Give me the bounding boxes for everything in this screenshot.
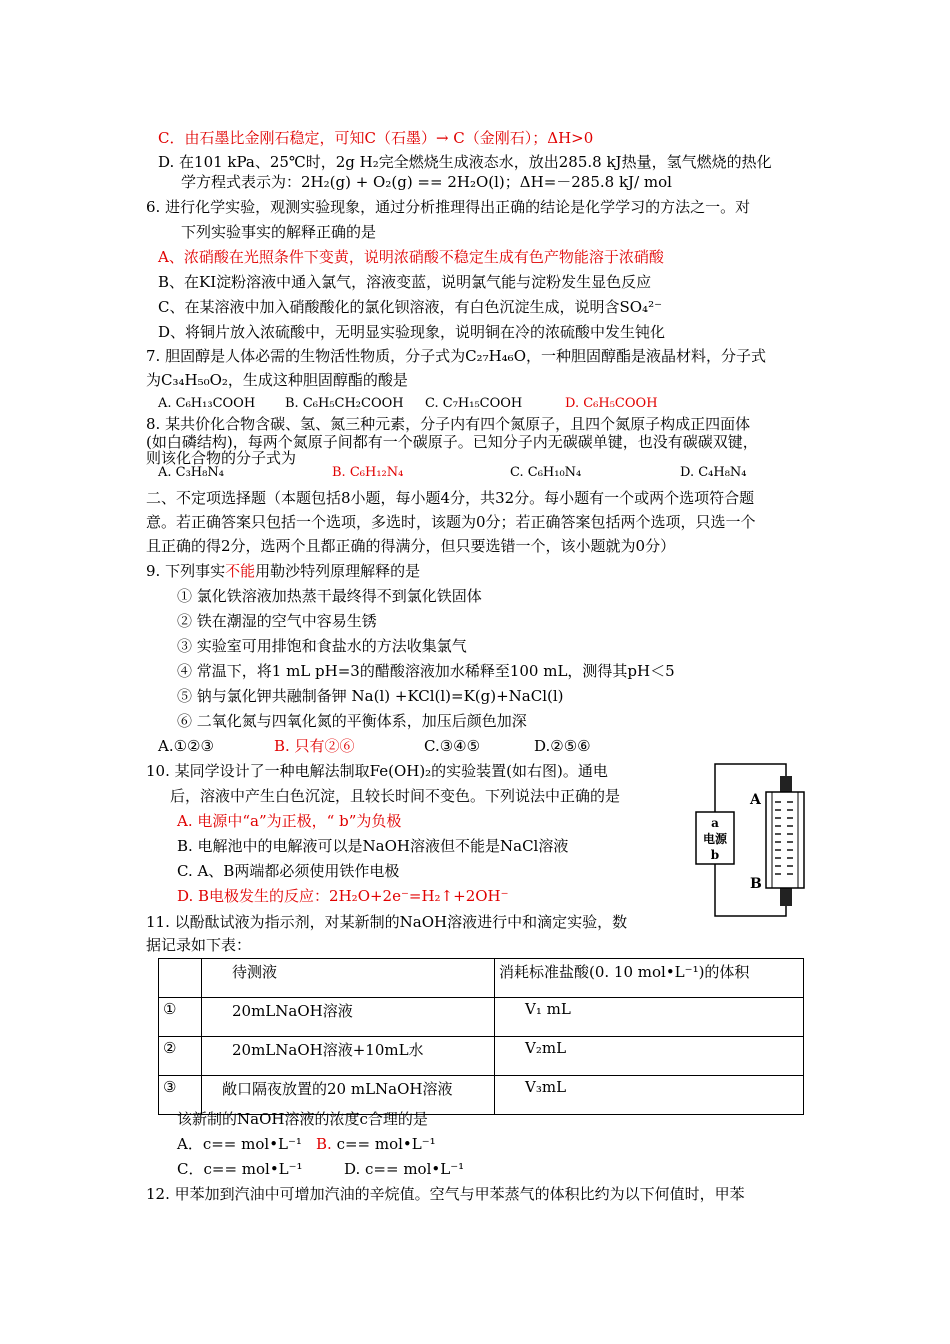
q9-item-3: ③ 实验室可用排饱和食盐水的方法收集氯气: [177, 637, 467, 655]
table-cell: V₁ mL: [495, 998, 804, 1037]
section2-line2: 意。若正确答案只包括一个选项，多选时，该题为0分；若正确答案包括两个选项，只选一个: [146, 513, 756, 531]
q10-stem-line1: 10. 某同学设计了一种电解法制取Fe(OH)₂的实验装置(如右图)。通电: [146, 762, 608, 780]
q7-stem-line1: 7. 胆固醇是人体必需的生物活性物质，分子式为C₂₇H₄₆O，一种胆固醇酯是液晶材料，分子式: [146, 347, 766, 365]
power-terminal-b-label: b: [710, 848, 720, 862]
table-cell: ③: [159, 1076, 202, 1115]
q12-stem-line1: 12. 甲苯加到汽油中可增加汽油的辛烷值。空气与甲苯蒸气的体积比约为以下何值时，甲苯: [146, 1185, 745, 1203]
q9-item-6: ⑥ 二氧化氮与四氧化氮的平衡体系，加压后颜色加深: [177, 712, 527, 730]
q8-stem-line1: 8. 某共价化合物含碳、氢、氮三种元素，分子内有四个氮原子，且四个氮原子构成正四面体: [146, 415, 751, 433]
q5-option-d-line2: 学方程式表示为：2H₂(g) + O₂(g) == 2H₂O(l)；ΔH=－285.8 kJ/ mol: [181, 173, 672, 191]
q8-option-c: C. C₆H₁₀N₄: [510, 465, 582, 480]
section2-line3: 且正确的得2分，选两个且都正确的得满分，但只要选错一个，该小题就为0分）: [146, 537, 676, 555]
q9-stem-post: 用勒沙特列原理解释的是: [255, 562, 421, 580]
q11-option-c: C．c== mol•L⁻¹: [177, 1160, 303, 1178]
table-cell: V₂mL: [495, 1037, 804, 1076]
q11-question: 该新制的NaOH溶液的浓度c合理的是: [177, 1110, 428, 1128]
q11-option-b-letter: B.: [316, 1135, 332, 1153]
table-cell: ②: [159, 1037, 202, 1076]
q10-option-c: C. A、B两端都必须使用铁作电极: [177, 862, 400, 880]
q10-option-d: D. B电极发生的反应：2H₂O+2e⁻=H₂↑+2OH⁻: [177, 887, 509, 905]
q11-stem-line2: 据记录如下表：: [146, 936, 252, 954]
q9-item-2: ② 铁在潮湿的空气中容易生锈: [177, 612, 377, 630]
q5-option-c: C．由石墨比金刚石稳定，可知C（石墨）→ C（金刚石）；ΔH>0: [158, 129, 594, 147]
section2-line1: 二、不定项选择题（本题包括8小题，每小题4分，共32分。每小题有一个或两个选项符合题: [146, 489, 755, 507]
q6-option-c: C、在某溶液中加入硝酸酸化的氯化钡溶液，有白色沉淀生成，说明含SO₄²⁻: [158, 298, 662, 316]
table-cell: 敞口隔夜放置的20 mLNaOH溶液: [202, 1076, 495, 1115]
q5-option-d-line1: D. 在101 kPa、25℃时，2g H₂完全燃烧生成液态水，放出285.8 kJ热量，氢气燃烧的热化: [158, 153, 772, 171]
q9-option-d: D.②⑤⑥: [534, 737, 591, 755]
table-header-cell: 待测液: [202, 959, 495, 998]
q11-option-d: D. c== mol•L⁻¹: [344, 1160, 465, 1178]
table-header-row: [159, 959, 804, 998]
power-terminal-a-label: a: [711, 816, 719, 830]
q11-option-a: A．c== mol•L⁻¹: [177, 1135, 302, 1153]
q7-option-a: A. C₆H₁₃COOH: [158, 396, 256, 411]
q8-stem-line2: (如白磷结构)，每两个氮原子间都有一个碳原子。已知分子内无碳碳单键，也没有碳碳双键，: [146, 433, 758, 451]
q7-option-c: C. C₇H₁₅COOH: [425, 396, 523, 411]
q7-stem-line2: 为C₃₄H₅₀O₂，生成这种胆固醇酯的酸是: [146, 371, 408, 389]
table-header-cell: 消耗标准盐酸(0. 10 mol•L⁻¹)的体积: [495, 959, 804, 998]
table-cell: V₃mL: [495, 1076, 804, 1115]
q9-stem-emphasis: 不能: [225, 562, 256, 580]
q7-option-b: B. C₆H₅CH₂COOH: [285, 396, 404, 411]
q9-option-b: B. 只有②⑥: [274, 737, 355, 755]
electrode-b-label: B: [750, 876, 762, 892]
table-cell: ①: [159, 998, 202, 1037]
q8-stem-line3: 则该化合物的分子式为: [146, 449, 297, 467]
q8-option-b: B. C₆H₁₂N₄: [332, 465, 404, 480]
q8-option-d: D. C₄H₈N₄: [680, 465, 747, 480]
titration-data-table: [158, 958, 804, 1115]
q11-option-b-text: c== mol•L⁻¹: [331, 1135, 436, 1153]
table-cell: 20mLNaOH溶液: [202, 998, 495, 1037]
q6-option-d: D、将铜片放入浓硫酸中，无明显实验现象，说明铜在冷的浓硫酸中发生钝化: [158, 323, 666, 341]
table-row: [159, 1037, 804, 1076]
power-supply-label: 电源: [702, 832, 728, 846]
q10-stem-line2: 后，溶液中产生白色沉淀，且较长时间不变色。下列说法中正确的是: [170, 787, 621, 805]
table-cell: 20mLNaOH溶液+10mL水: [202, 1037, 495, 1076]
q6-stem-line1: 6. 进行化学实验，观测实验现象，通过分析推理得出正确的结论是化学学习的方法之一。对: [146, 198, 751, 216]
q9-stem-pre: 9. 下列事实: [146, 562, 226, 580]
q6-option-a: A、浓硝酸在光照条件下变黄，说明浓硝酸不稳定生成有色产物能溶于浓硝酸: [158, 248, 664, 266]
table-row: [159, 998, 804, 1037]
q9-item-5: ⑤ 钠与氯化钾共融制备钾 Na(l) +KCl(l)=K(g)+NaCl(l): [177, 687, 564, 705]
q7-option-d: D. C₆H₅COOH: [565, 396, 658, 411]
q9-stem: [146, 561, 420, 581]
q8-option-a: A. C₃H₈N₄: [158, 465, 224, 480]
q9-option-c: C.③④⑤: [424, 737, 481, 755]
q9-option-a: A.①②③: [158, 737, 214, 755]
q11-option-b: [316, 1134, 436, 1154]
q6-option-b: B、在KI淀粉溶液中通入氯气，溶液变蓝，说明氯气能与淀粉发生显色反应: [158, 273, 652, 291]
q9-item-1: ① 氯化铁溶液加热蒸干最终得不到氯化铁固体: [177, 587, 482, 605]
electrolysis-apparatus-figure: [680, 756, 830, 922]
q10-option-b: B. 电解池中的电解液可以是NaOH溶液但不能是NaCl溶液: [177, 837, 569, 855]
table-header-cell: [159, 959, 202, 998]
q11-stem-line1: 11. 以酚酞试液为指示剂，对某新制的NaOH溶液进行中和滴定实验，数: [146, 913, 628, 931]
q9-item-4: ④ 常温下，将1 mL pH=3的醋酸溶液加水稀释至100 mL，测得其pH＜5: [177, 662, 675, 680]
q6-stem-line2: 下列实验事实的解释正确的是: [181, 223, 377, 241]
electrode-a-label: A: [750, 792, 761, 808]
q10-option-a: A. 电源中“a”为正极，“ b”为负极: [177, 812, 402, 830]
